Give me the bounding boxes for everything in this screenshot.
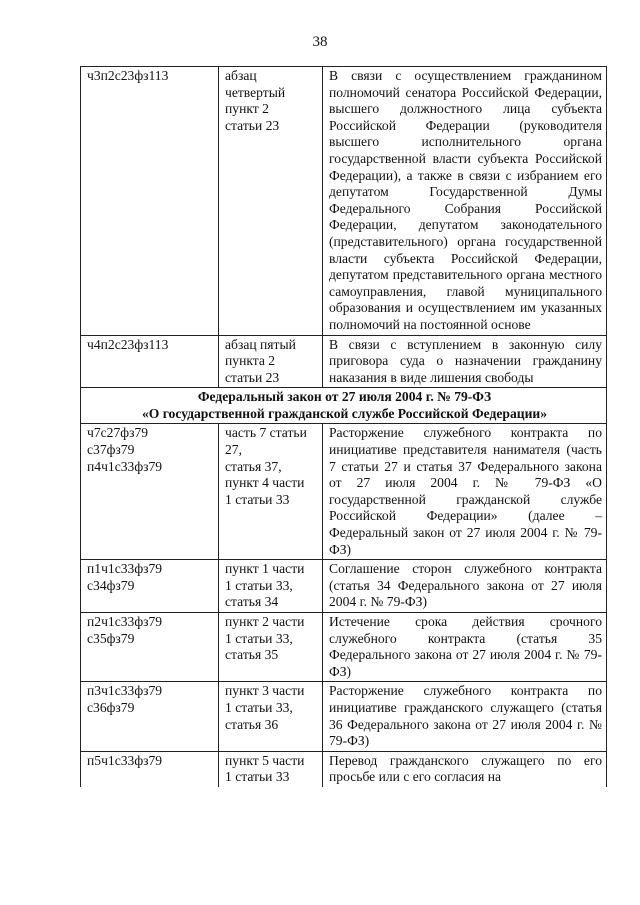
code-line: п1ч1с33фз79 (87, 561, 163, 577)
section-heading-cell (81, 388, 607, 424)
location-line: абзац пятый (225, 336, 296, 352)
location-line: четвертый (225, 84, 286, 100)
code-cell (81, 424, 219, 560)
location-line: пункта 2 (225, 353, 276, 369)
location-line: пункт 2 (225, 101, 269, 117)
table-row (81, 424, 607, 560)
location-cell (219, 682, 323, 751)
location-line: статьи 23 (225, 369, 280, 385)
code-line: ч7с27фз79 (87, 425, 149, 441)
location-line: статья 37, (225, 458, 282, 474)
table-row (81, 613, 607, 682)
location-line: пункт 5 части (225, 752, 305, 768)
location-line: абзац (225, 68, 257, 83)
location-line: статьи 23 (225, 117, 280, 133)
location-line: 27, (225, 442, 242, 458)
table-row (81, 751, 607, 787)
table-body-before (81, 67, 607, 388)
code-line: ч3п2с23фз113 (87, 68, 169, 83)
legal-codes-table (80, 66, 607, 787)
description-cell: Перевод гражданского служащего по его просьбе или с его согласия на (323, 751, 607, 787)
description-cell: Соглашение сторон служебного контракта (статья 34 Федерального закона от 27 июля 2004 г. № 79-ФЗ) (323, 560, 607, 613)
location-line: пункт 1 части (225, 561, 305, 577)
table-row (81, 67, 607, 336)
table-row (81, 335, 607, 388)
section-heading-body (81, 388, 607, 424)
description-cell: Истечение срока действия срочного служебного контракта (статья 35 Федерального закона от 27 июля 2004 г. № 79-ФЗ) (323, 613, 607, 682)
code-cell (81, 751, 219, 787)
code-line: с36фз79 (87, 699, 135, 715)
code-cell (81, 560, 219, 613)
code-cell (81, 682, 219, 751)
location-line: 1 статьи 33 (225, 769, 290, 785)
description-cell: Расторжение служебного контракта по инициативе гражданского служащего (статья 36 Федерального закона от 27 июля 2004 г. № 79-ФЗ) (323, 682, 607, 751)
location-cell (219, 560, 323, 613)
location-line: пункт 3 части (225, 683, 305, 699)
section-heading-row (81, 388, 607, 424)
location-line: статья 35 (225, 647, 279, 663)
section-heading-line-2: «О государственной гражданской службе Российской Федерации» (141, 405, 548, 421)
section-heading-line-1: Федеральный закон от 27 июля 2004 г. № 79-ФЗ (197, 389, 492, 405)
location-line: 1 статьи 33 (225, 491, 290, 507)
table-row (81, 682, 607, 751)
code-line: п3ч1с33фз79 (87, 683, 163, 699)
code-line: с35фз79 (87, 630, 135, 646)
table-row (81, 560, 607, 613)
location-cell (219, 335, 323, 388)
location-line: 1 статьи 33, (225, 699, 293, 715)
description-cell: В связи с осуществлением гражданином полномочий сенатора Российской Федерации, высшего должностного лица субъекта Российской Федерации (руководителя высшего исполнительного органа государственной власти субъекта Российской Федерации), а также в связи с избранием его депутатом Государственной Думы Федерального Собрания Российской Федерации, депутатом законодательного (представительного) органа государственной власти субъекта Российской Федерации, депутатом представительного органа местного самоуправления, главой муниципального образования и осуществлением им указанных полномочий на постоянной основе (323, 67, 607, 336)
code-line: п5ч1с33фз79 (87, 752, 163, 768)
code-line: с34фз79 (87, 577, 135, 593)
location-line: пункт 2 части (225, 614, 305, 629)
location-line: пункт 4 части (225, 475, 305, 491)
page-number: 38 (312, 34, 328, 50)
location-line: 1 статьи 33, (225, 630, 293, 646)
location-line: статья 36 (225, 716, 279, 732)
code-cell (81, 335, 219, 388)
location-cell (219, 67, 323, 336)
code-line: с37фз79 (87, 442, 135, 458)
code-line: ч4п2с23фз113 (87, 336, 169, 352)
code-line: п2ч1с33фз79 (87, 614, 163, 629)
code-cell (81, 67, 219, 336)
description-cell: В связи с вступлением в законную силу приговора суда о назначении гражданину наказания в виде лишения свободы (323, 335, 607, 388)
location-line: 1 статьи 33, (225, 577, 293, 593)
code-cell (81, 613, 219, 682)
code-line: п4ч1с33фз79 (87, 458, 163, 474)
location-line: статья 34 (225, 594, 279, 610)
table-body-after (81, 424, 607, 787)
description-cell: Расторжение служебного контракта по инициативе представителя нанимателя (часть 7 статьи 27 и статья 37 Федерального закона от 27 июля 2004 г. № 79-ФЗ «О государственной гражданской службе Российской Федерации» (далее – Федеральный закон от 27 июля 2004 г. № 79-ФЗ) (323, 424, 607, 560)
location-cell (219, 751, 323, 787)
location-cell (219, 424, 323, 560)
location-line: часть 7 статьи (225, 425, 307, 441)
location-cell (219, 613, 323, 682)
